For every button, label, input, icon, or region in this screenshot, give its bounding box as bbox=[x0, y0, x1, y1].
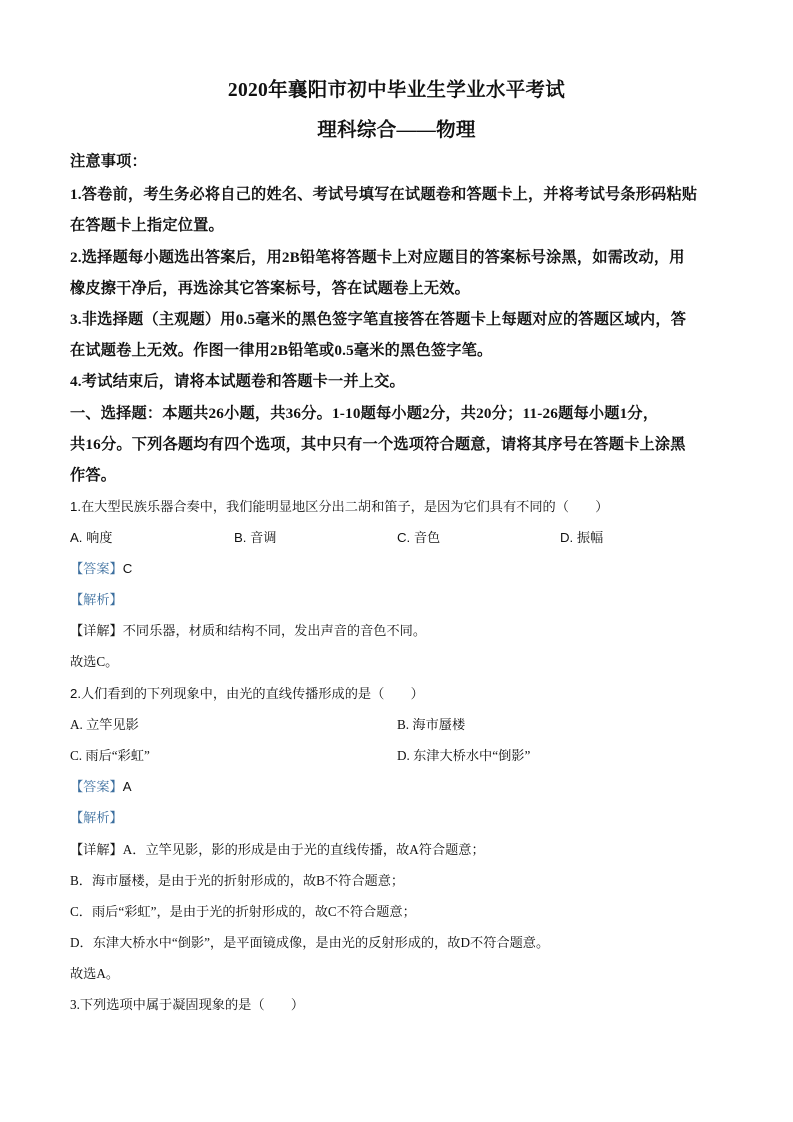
answer-label: 【答案】 bbox=[70, 561, 123, 576]
question-1-stem: 1.在大型民族乐器合奏中，我们能明显地区分出二胡和笛子，是因为它们具有不同的（ ） bbox=[70, 499, 609, 514]
question-1-analysis-label: 【解析】 bbox=[70, 592, 123, 607]
notes-line: 1.答卷前，考生务必将自己的姓名、考试号填写在试题卷和答题卡上，并将考试号条形码粘贴 bbox=[70, 186, 698, 203]
document-subtitle: 理科综合——物理 bbox=[317, 120, 476, 141]
question-3-stem: 3.下列选项中属于凝固现象的是（ ） bbox=[70, 997, 305, 1012]
answer-label: 【答案】 bbox=[70, 779, 123, 794]
question-2-answer bbox=[70, 776, 132, 795]
question-1-option-c: C. 音色 bbox=[397, 530, 441, 545]
question-2-option-d: D. 东津大桥水中“倒影” bbox=[397, 748, 531, 763]
notes-heading: 注意事项： bbox=[70, 153, 147, 170]
answer-value: A bbox=[122, 779, 132, 794]
notes-line: 橡皮擦干净后，再选涂其它答案标号，答在试题卷上无效。 bbox=[70, 280, 471, 297]
section-line: 共16分。下列各题均有四个选项，其中只有一个选项符合题意，请将其序号在答题卡上涂黑 bbox=[70, 436, 686, 453]
question-2-option-c: C. 雨后“彩虹” bbox=[70, 748, 150, 763]
question-2-detail: 【详解】A．立竿见影，影的形成是由于光的直线传播，故A符合题意； bbox=[70, 842, 485, 857]
document-title: 2020年襄阳市初中毕业生学业水平考试 bbox=[227, 80, 566, 101]
notes-line: 2.选择题每小题选出答案后，用2B铅笔将答题卡上对应题目的答案标号涂黑，如需改动，用 bbox=[70, 249, 685, 266]
question-2-detail: B．海市蜃楼，是由于光的折射形成的，故B不符合题意； bbox=[70, 873, 405, 888]
question-2-detail: D．东津大桥水中“倒影”，是平面镜成像，是由光的反射形成的，故D不符合题意。 bbox=[70, 935, 550, 950]
question-1-answer bbox=[70, 558, 132, 577]
notes-line: 在答题卡上指定位置。 bbox=[70, 217, 224, 234]
question-2-analysis-label: 【解析】 bbox=[70, 810, 123, 825]
question-2-conclusion: 故选A。 bbox=[70, 966, 120, 981]
section-line: 作答。 bbox=[70, 467, 117, 484]
notes-line: 3.非选择题（主观题）用0.5毫米的黑色签字笔直接答在答题卡上每题对应的答题区域内，答 bbox=[70, 311, 687, 328]
question-2-option-b: B. 海市蜃楼 bbox=[397, 717, 466, 732]
question-1-detail: 【详解】不同乐器，材质和结构不同，发出声音的音色不同。 bbox=[70, 623, 427, 638]
question-2-detail: C．雨后“彩虹”，是由于光的折射形成的，故C不符合题意； bbox=[70, 904, 416, 919]
question-1-option-a: A. 响度 bbox=[70, 530, 113, 545]
question-1-option-d: D. 振幅 bbox=[560, 530, 604, 545]
question-2-option-a: A. 立竿见影 bbox=[70, 717, 139, 732]
question-1-option-b: B. 音调 bbox=[234, 530, 277, 545]
question-1-conclusion: 故选C。 bbox=[70, 654, 119, 669]
section-heading: 一、选择题：本题共26小题，共36分。1-10题每小题2分，共20分；11-26题每小题1分， bbox=[70, 405, 659, 422]
question-2-stem: 2.人们看到的下列现象中，由光的直线传播形成的是（ ） bbox=[70, 686, 424, 701]
notes-line: 4.考试结束后，请将本试题卷和答题卡一并上交。 bbox=[70, 373, 405, 390]
answer-value: C bbox=[122, 561, 133, 576]
notes-line: 在试题卷上无效。作图一律用2B铅笔或0.5毫米的黑色签字笔。 bbox=[70, 342, 493, 359]
